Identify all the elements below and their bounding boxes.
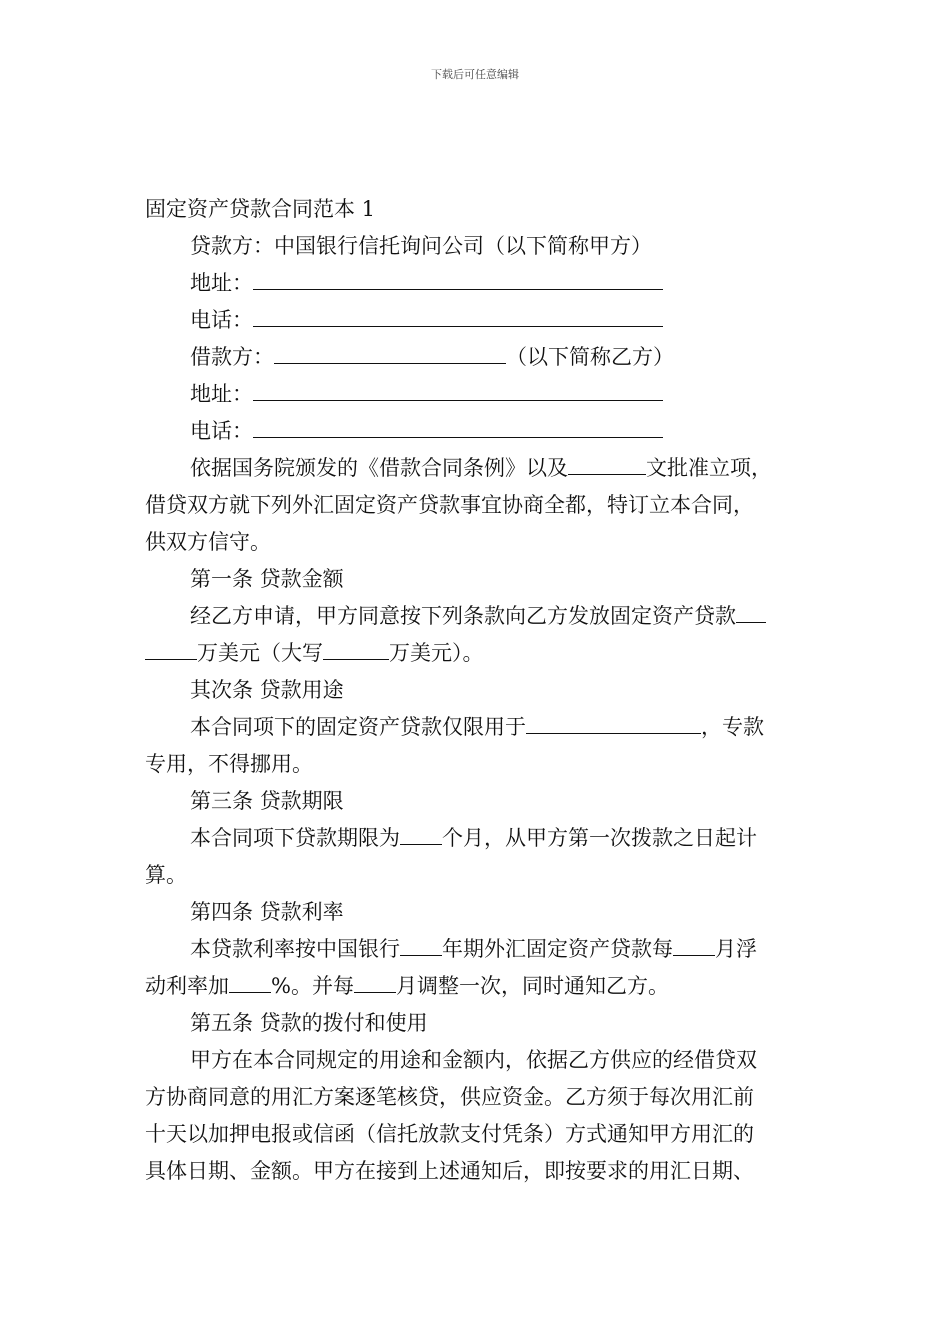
article-5-line-4: 具体日期、金额。甲方在接到上述通知后，即按要求的用汇日期、 — [145, 1159, 754, 1183]
borrower-phone-blank — [253, 417, 663, 438]
rate-term-years-blank — [400, 935, 442, 956]
lender-address-line — [190, 269, 663, 297]
article-4-title: 第四条 贷款利率 — [190, 900, 344, 924]
article-4-text-c: 月浮 — [715, 937, 757, 961]
article-1-text: 经乙方申请，甲方同意按下列条款向乙方发放固定资产贷款 — [190, 604, 736, 628]
lender-line: 贷款方：中国银行信托询问公司（以下简称甲方） — [190, 234, 652, 258]
article-1-line-1 — [190, 602, 766, 630]
intro-line-3: 供双方信守。 — [145, 530, 271, 554]
intro-text-a: 依据国务院颁发的《借款合同条例》以及 — [190, 456, 568, 480]
loan-amount-words-blank — [323, 639, 389, 660]
article-1-line-2 — [145, 639, 484, 667]
borrower-address-line — [190, 380, 663, 408]
article-4-line-1 — [190, 935, 757, 963]
article-5-title: 第五条 贷款的拨付和使用 — [190, 1011, 428, 1035]
article-4-text-b: 年期外汇固定资产贷款每 — [442, 937, 673, 961]
article-2-text-a: 本合同项下的固定资产贷款仅限用于 — [190, 715, 526, 739]
borrower-address-blank — [253, 380, 663, 401]
article-3-title: 第三条 贷款期限 — [190, 789, 344, 813]
borrower-name-blank — [274, 343, 506, 364]
intro-line-1 — [190, 454, 772, 482]
lender-phone-line — [190, 306, 663, 334]
approval-doc-blank — [568, 454, 646, 475]
article-4-text-d: 动利率加 — [145, 974, 229, 998]
lender-address-blank — [253, 269, 663, 290]
address-label: 地址： — [190, 382, 253, 406]
lender-phone-blank — [253, 306, 663, 327]
article-3-text-a: 本合同项下贷款期限为 — [190, 826, 400, 850]
loan-amount-blank-part2 — [145, 639, 197, 660]
loan-amount-blank-part1 — [736, 602, 766, 623]
borrower-phone-line — [190, 417, 663, 445]
address-label: 地址： — [190, 271, 253, 295]
intro-line-2: 借贷双方就下列外汇固定资产贷款事宜协商全都，特订立本合同， — [145, 493, 754, 517]
borrower-label: 借款方： — [190, 345, 274, 369]
loan-term-blank — [400, 824, 442, 845]
article-5-line-3: 十天以加押电报或信函（信托放款支付凭条）方式通知甲方用汇的 — [145, 1122, 754, 1146]
article-3-line-2: 算。 — [145, 863, 187, 887]
adjust-months-blank — [354, 972, 396, 993]
document-title: 固定资产贷款合同范本 1 — [145, 197, 376, 221]
article-2-line-2: 专用，不得挪用。 — [145, 752, 313, 776]
article-1-text-c: 万美元）。 — [389, 641, 484, 665]
borrower-suffix: （以下简称乙方） — [506, 345, 674, 369]
loan-purpose-blank — [526, 713, 701, 734]
page-header-note: 下载后可任意编辑 — [431, 68, 519, 81]
rate-margin-blank — [229, 972, 271, 993]
article-2-title: 其次条 贷款用途 — [190, 678, 344, 702]
article-1-title: 第一条 贷款金额 — [190, 567, 344, 591]
article-4-line-2 — [145, 972, 669, 1000]
phone-label: 电话： — [190, 419, 253, 443]
borrower-line — [190, 343, 674, 371]
article-5-line-1: 甲方在本合同规定的用途和金额内，依据乙方供应的经借贷双 — [190, 1048, 757, 1072]
article-2-text-b: ，专款 — [701, 715, 764, 739]
article-5-line-2: 方协商同意的用汇方案逐笔核贷，供应资金。乙方须于每次用汇前 — [145, 1085, 754, 1109]
article-3-text-b: 个月，从甲方第一次拨款之日起计 — [442, 826, 757, 850]
floating-months-blank — [673, 935, 715, 956]
article-3-line-1 — [190, 824, 757, 852]
article-1-text-b: 万美元（大写 — [197, 641, 323, 665]
article-4-text-f: 月调整一次，同时通知乙方。 — [395, 974, 669, 998]
article-2-line-1 — [190, 713, 764, 741]
intro-text-b: 文批准立项， — [646, 456, 772, 480]
phone-label: 电话： — [190, 308, 253, 332]
article-4-text-e: %。并每 — [271, 974, 354, 998]
article-4-text-a: 本贷款利率按中国银行 — [190, 937, 400, 961]
